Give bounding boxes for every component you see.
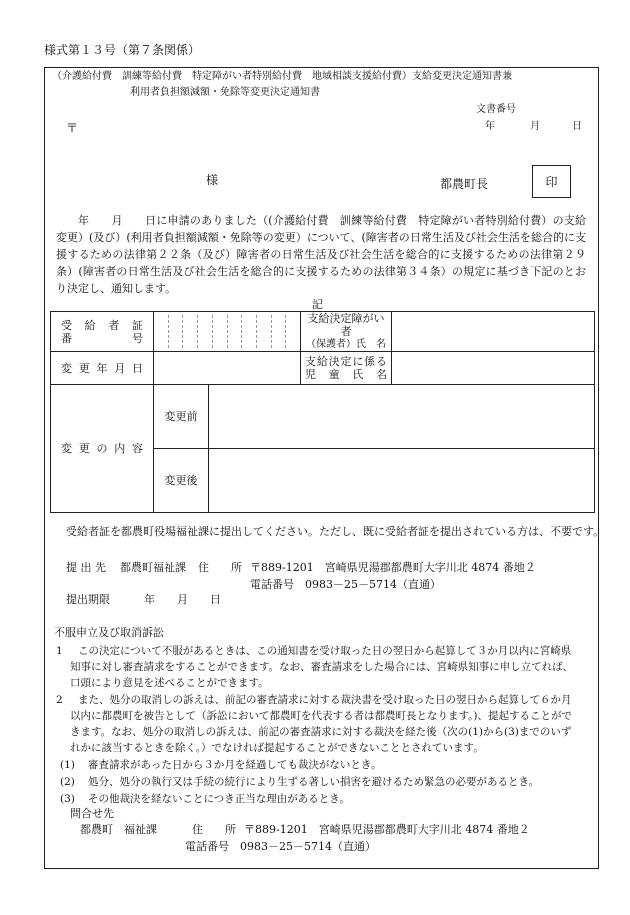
appeal-p2-line1: また、処分の取消しの訴えは、前記の審査請求に対する裁決書を受け取った日の翌日から起算して６か月	[78, 694, 572, 706]
appeal-p2-num: 2	[56, 694, 63, 706]
digit-cell	[213, 315, 228, 348]
appeal-p1-line3: 口頭により意見を述べることができます。	[70, 677, 269, 689]
child-name-value	[392, 352, 595, 385]
seal-mark: 印	[545, 175, 558, 189]
after-value	[209, 449, 595, 513]
appeal-heading: 不服申立及び取消訴訟	[54, 626, 164, 639]
form-title-line2: 利用者負担額減額・免除等変更決定通知書	[130, 87, 320, 98]
contact-address: 〒889-1201 宮崎県児湯郡都農町大字川北 4874 番地２	[244, 823, 530, 836]
change-content-label-text: 変更の内容	[61, 442, 143, 455]
mayor-title: 都農町長	[440, 177, 489, 191]
submit-phone: 電話番号 0983－25－5714（直通）	[250, 578, 441, 591]
date-year: 年	[485, 121, 495, 132]
date-month: 月	[530, 121, 540, 132]
form-title-line1: （介護給付費 訓練等給付費 特定障がい者特別給付費 地域相談支援給付費）支給変更決定通知書兼	[52, 71, 512, 82]
submit-label: 提 出 先	[66, 561, 106, 574]
before-value	[209, 385, 595, 449]
digit-cell	[242, 315, 257, 348]
submit-deadline-label: 提出期限	[66, 593, 110, 606]
recipient-no-label	[51, 312, 154, 352]
appeal-item2-num: (2)	[60, 776, 75, 788]
notice-body: 年 月 日に申請のありました（(介護給付費 訓練等給付費 特定障がい者特別給付費）の支給変更）(及び）(利用者負担額減額・免除等の変更）について、(障害者の日常生活及び社会生活を総合的に支援するための法律第２２条（及び）障害者の日常生活及び社会生活を総合的に支援するための法律第２９条）(障害者の日常生活及び社会生活を総合的に支援するための法律第３４条）の規定に基づき下記のとおり決定し、通知します。	[56, 214, 586, 295]
digit-cell	[257, 315, 272, 348]
submit-notice: 受給者証を都農町役場福祉課に提出してください。ただし、既に受給者証を提出されている方は、不要です。	[66, 525, 605, 538]
doc-number-label: 文書番号	[476, 104, 516, 115]
appeal-p2-line4: れかに該当するときを除く。）でなければ提起することができないこととされています。	[70, 742, 484, 754]
appeal-item3: その他裁決を経ないことにつき正当な理由があるとき。	[88, 793, 350, 805]
appeal-p2-line2: 以内に都農町を被告として（訴訟において都農町を代表する者は都農町長となります。)、提起することがで	[70, 710, 573, 722]
contact-phone: 電話番号 0983－25－5714（直通）	[185, 840, 376, 853]
change-content-label	[51, 385, 154, 513]
appeal-item2: 処分、処分の執行又は手続の続行により生ずる著しい損害を避けるため緊急の必要があるとき。	[88, 776, 540, 788]
contact-address-label: 住 所	[192, 823, 236, 836]
date-day: 日	[572, 121, 582, 132]
appeal-p2-line3: きます。なお、処分の取消しの訴えは、前記の審査請求に対する裁決を経た後（次の(1)から(3)までのいず	[70, 726, 572, 738]
recipient-no-value	[154, 312, 301, 352]
addressee-sama: 様	[206, 173, 219, 187]
digit-cell	[228, 315, 243, 348]
contact-dept: 都農町 福祉課	[80, 823, 157, 836]
change-date-label	[51, 352, 154, 385]
seal-box	[532, 165, 571, 198]
submit-dept: 都農町福祉課	[120, 561, 186, 574]
digit-cell	[286, 315, 300, 348]
appeal-p1-line1: この決定について不服があるときは、この通知書を受け取った日の翌日から起算して３か月以内に宮崎県	[78, 645, 572, 657]
table-row	[51, 352, 595, 385]
table-row	[51, 385, 595, 449]
postal-mark: 〒	[66, 121, 79, 135]
table-row	[51, 312, 595, 352]
digit-cell	[154, 315, 169, 348]
submit-address-label: 住 所	[198, 561, 242, 574]
child-label-l1: 支給決定に係る	[305, 355, 387, 368]
child-label-l2: 児 童 氏 名	[305, 368, 387, 381]
guardian-label-l1: 支給決定障がい者	[307, 312, 385, 338]
contact-heading: 問合せ先	[70, 807, 114, 820]
ki-heading: 記	[312, 298, 323, 311]
form-id: 様式第１３号（第７条関係）	[44, 43, 201, 57]
appeal-p1-line2: 知事に対し審査請求をすることができます。なお、審査請求をした場合には、宮崎県知事に申し立てれば、	[70, 661, 574, 673]
digit-cell	[183, 315, 198, 348]
appeal-item3-num: (3)	[60, 793, 75, 805]
appeal-item1-num: (1)	[60, 759, 75, 771]
after-label: 変更後	[154, 449, 209, 513]
appeal-item1: 審査請求があった日から３か月を経過しても裁決がないとき。	[88, 759, 382, 771]
guardian-label	[301, 312, 392, 352]
digit-cell	[169, 315, 184, 348]
recipient-no-label-l1: 受 給 者 証	[61, 318, 143, 332]
submit-deadline-date: 年 月 日	[144, 593, 221, 606]
recipient-no-label-l2: 番 号	[61, 331, 143, 345]
child-label	[301, 352, 392, 385]
change-date-label-text: 変更年月日	[61, 361, 143, 375]
before-label: 変更前	[154, 385, 209, 449]
guardian-name-value	[392, 312, 595, 352]
guardian-label-l2: （保護者）氏 名	[306, 339, 386, 350]
digit-cell	[198, 315, 213, 348]
decision-table	[50, 311, 595, 513]
recipient-no-digit-cells	[154, 315, 300, 348]
appeal-p1-num: 1	[56, 645, 63, 657]
submit-address: 〒889-1201 宮崎県児湯郡都農町大字川北 4874 番地２	[250, 561, 536, 574]
digit-cell	[272, 315, 287, 348]
change-date-value	[154, 352, 301, 385]
